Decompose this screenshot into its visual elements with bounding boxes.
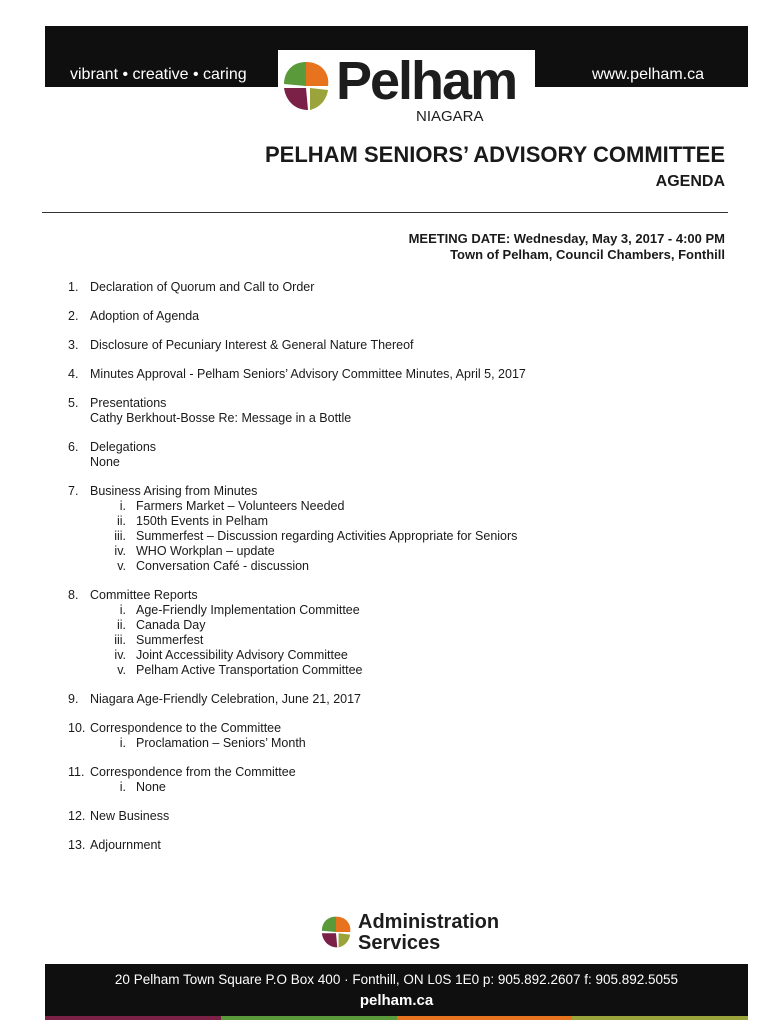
agenda-item-text: Delegations (90, 440, 157, 454)
agenda-subitem-text: WHO Workplan – update (136, 544, 275, 558)
divider (42, 212, 728, 213)
agenda-item (68, 588, 708, 678)
meeting-info (409, 231, 725, 263)
pelham-leaf-icon (278, 58, 334, 114)
page-title: PELHAM SENIORS’ ADVISORY COMMITTEE (264, 142, 725, 167)
meeting-date: MEETING DATE: Wednesday, May 3, 2017 - 4:00 PM (408, 231, 725, 246)
agenda-subitem-text: Pelham Active Transportation Committee (136, 663, 363, 677)
agenda-subitem-text: Farmers Market – Volunteers Needed (136, 499, 345, 513)
agenda-subitem (90, 633, 708, 648)
agenda-subitem (90, 529, 708, 544)
agenda-item-number: 13. (68, 838, 86, 852)
logo-subtext: NIAGARA (416, 108, 484, 125)
pelham-logo (278, 51, 538, 128)
agenda-item-number: 6. (68, 440, 79, 454)
agenda-item-text: Business Arising from Minutes (90, 484, 258, 498)
footer-address: 20 Pelham Town Square P.O Box 400 · Fonthill, ON L0S 1E0 p: 905.892.2607 f: 905.892.5055 (114, 972, 679, 987)
agenda-item-number: 7. (68, 484, 79, 498)
agenda-subitem-numeral: i. (119, 780, 126, 794)
agenda-item-number: 5. (68, 396, 79, 410)
agenda-subitem-text: Joint Accessibility Advisory Committee (136, 648, 348, 662)
agenda-item-number: 9. (68, 692, 79, 706)
agenda-item-text: Correspondence from the Committee (90, 765, 296, 779)
agenda-subitem-numeral: v. (117, 663, 126, 677)
pelham-leaf-icon (318, 912, 354, 952)
agenda-subitem-numeral: ii. (116, 514, 126, 528)
agenda-subitem-numeral: i. (119, 736, 126, 750)
agenda-subitem-text: Proclamation – Seniors’ Month (136, 736, 306, 750)
agenda-subitem-numeral: iv. (114, 544, 126, 558)
agenda-item-number: 10. (68, 721, 86, 735)
agenda-item-text: New Business (90, 809, 170, 823)
admin-logo-line1: Administration (358, 911, 500, 933)
agenda-item (68, 838, 708, 853)
agenda-subitem (90, 559, 708, 574)
slogan: vibrant • creative • caring (70, 66, 247, 83)
agenda-subitem-text: 150th Events in Pelham (136, 514, 269, 528)
agenda-subitem (90, 603, 708, 618)
agenda-item-number: 12. (68, 809, 86, 823)
agenda-subitem-numeral: iii. (114, 633, 126, 647)
agenda-subitem-numeral: i. (119, 499, 126, 513)
agenda-item-number: 3. (68, 338, 79, 352)
agenda-subitem-text: Summerfest – Discussion regarding Activities Appropriate for Seniors (136, 529, 518, 543)
footer-website[interactable]: pelham.ca (359, 992, 434, 1009)
agenda-item (68, 309, 708, 324)
agenda-item (68, 338, 708, 353)
agenda-subitem-text: None (136, 780, 166, 794)
agenda-subitem (90, 514, 708, 529)
agenda-item-number: 2. (68, 309, 79, 323)
agenda-subitem (90, 736, 708, 751)
agenda-subitem-numeral: i. (119, 603, 126, 617)
agenda-item (68, 396, 708, 426)
admin-logo-line2: Services (358, 932, 441, 954)
agenda-subitem-numeral: v. (117, 559, 126, 573)
agenda-item (68, 367, 708, 382)
agenda-subitem-text: Age-Friendly Implementation Committee (136, 603, 360, 617)
agenda-item-text: Presentations (90, 396, 167, 410)
logo-wordmark: Pelham (336, 51, 517, 111)
agenda-item-text: Adoption of Agenda (90, 309, 200, 323)
agenda-item-number: 1. (68, 280, 79, 294)
agenda-item (68, 765, 708, 795)
agenda-item (68, 692, 708, 707)
agenda-item-number: 11. (68, 765, 85, 779)
agenda-item-text: Committee Reports (90, 588, 198, 602)
footer-bar (45, 964, 748, 1016)
agenda-item-detail: None (90, 455, 120, 469)
agenda-item (68, 809, 708, 824)
color-stripe (45, 1016, 748, 1020)
page-subtitle: AGENDA (655, 173, 725, 190)
agenda-item-text: Niagara Age-Friendly Celebration, June 21, 2017 (90, 692, 362, 706)
agenda-subitem-text: Conversation Café - discussion (136, 559, 309, 573)
agenda-item-text: Minutes Approval - Pelham Seniors’ Advisory Committee Minutes, April 5, 2017 (90, 367, 526, 381)
agenda-item (68, 280, 708, 295)
agenda-item (68, 440, 708, 470)
website-link[interactable]: www.pelham.ca (591, 66, 704, 83)
agenda-item-text: Correspondence to the Committee (90, 721, 282, 735)
agenda-subitem-text: Canada Day (136, 618, 206, 632)
agenda-item-text: Adjournment (90, 838, 161, 852)
agenda-subitem-numeral: iv. (114, 648, 126, 662)
agenda-list (68, 280, 708, 867)
admin-services-logo (318, 908, 508, 956)
meeting-location: Town of Pelham, Council Chambers, Fonthill (450, 247, 725, 262)
agenda-item-number: 4. (68, 367, 79, 381)
agenda-item (68, 484, 708, 574)
agenda-item-text: Disclosure of Pecuniary Interest & General Nature Thereof (90, 338, 414, 352)
agenda-subitem (90, 618, 708, 633)
agenda-subitem (90, 648, 708, 663)
agenda-item (68, 721, 708, 751)
agenda-subitem (90, 499, 708, 514)
agenda-subitem (90, 780, 708, 795)
agenda-item-detail: Cathy Berkhout-Bosse Re: Message in a Bottle (90, 411, 352, 425)
agenda-subitem-text: Summerfest (136, 633, 204, 647)
agenda-item-text: Declaration of Quorum and Call to Order (90, 280, 315, 294)
agenda-subitem-numeral: iii. (114, 529, 126, 543)
agenda-subitem (90, 663, 708, 678)
agenda-subitem-numeral: ii. (116, 618, 126, 632)
agenda-item-number: 8. (68, 588, 79, 602)
agenda-subitem (90, 544, 708, 559)
